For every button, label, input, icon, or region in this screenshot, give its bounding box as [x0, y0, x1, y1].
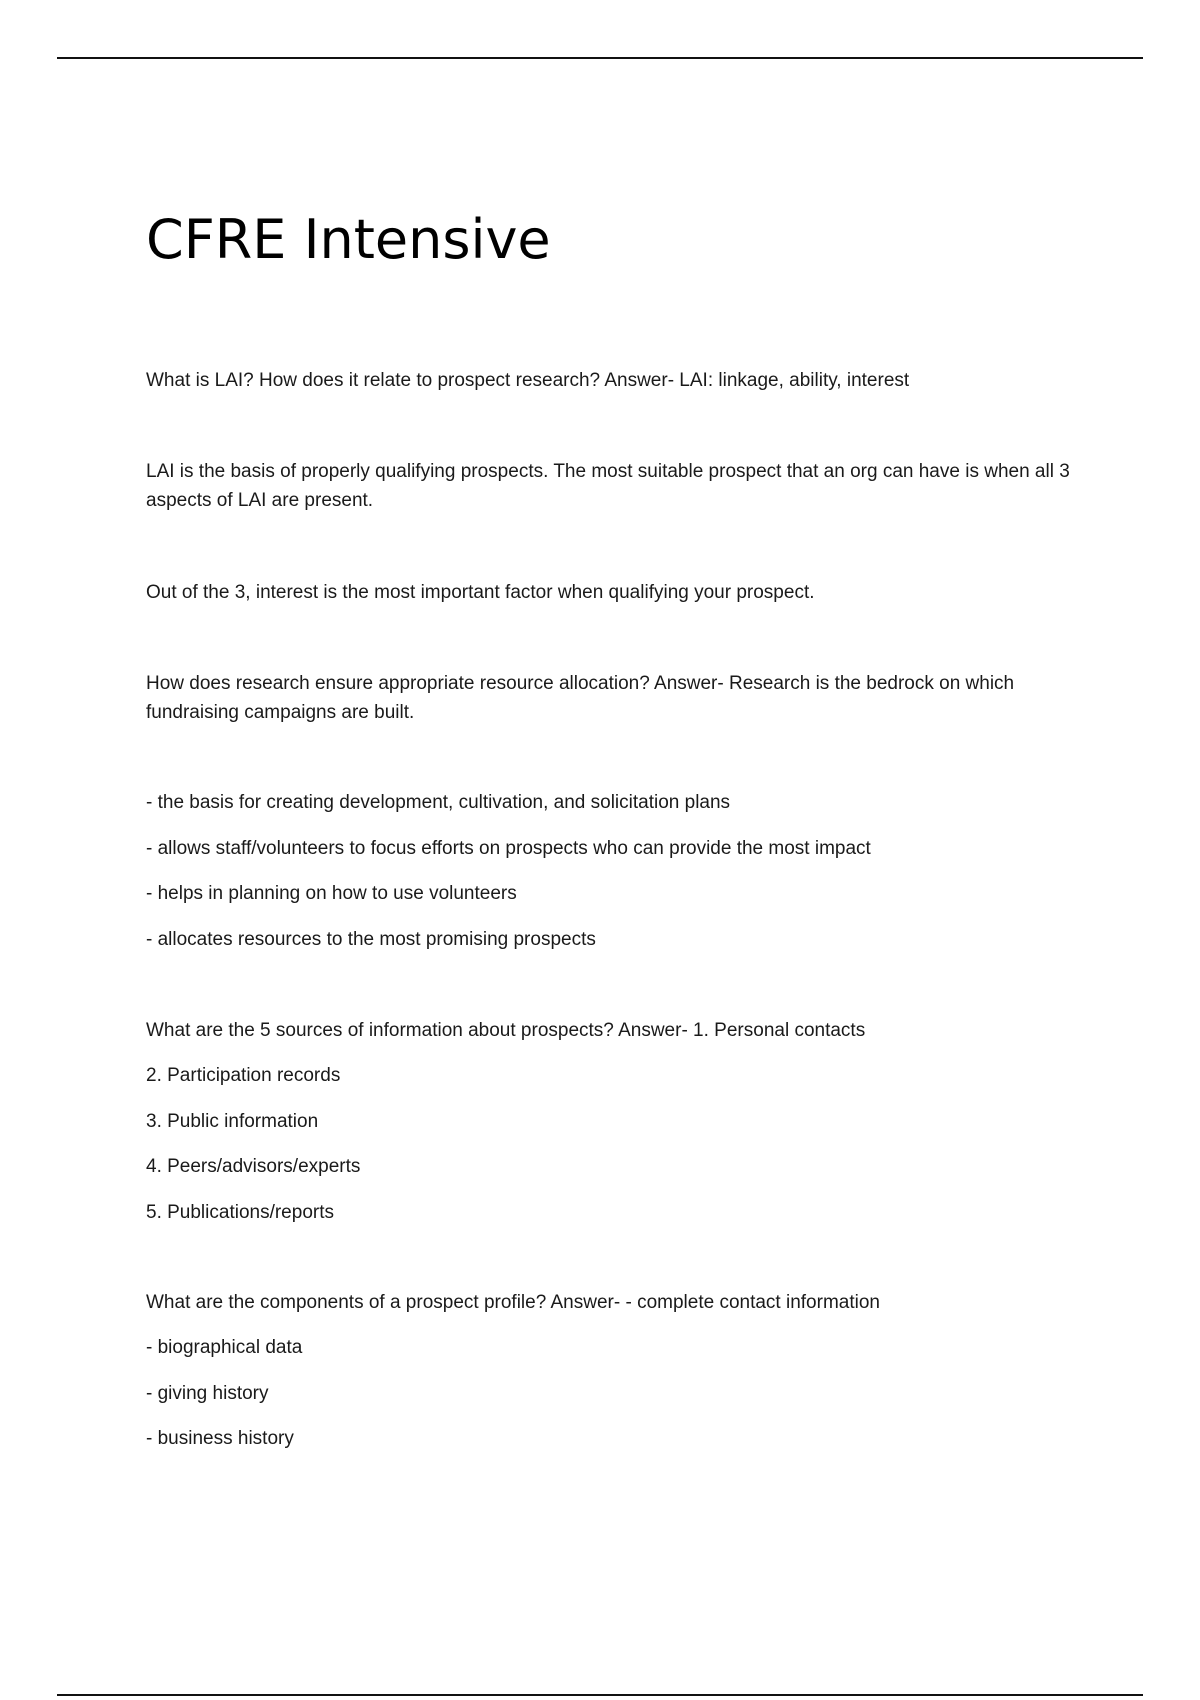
- list-item: 2. Participation records: [146, 1065, 341, 1086]
- list-item: - giving history: [146, 1383, 269, 1404]
- paragraph: What is LAI? How does it relate to prospect research? Answer- LAI: linkage, ability, interest: [146, 370, 910, 391]
- paragraph: What are the components of a prospect profile? Answer- - complete contact information: [146, 1292, 880, 1313]
- list-item: - business history: [146, 1428, 294, 1449]
- list-item: - the basis for creating development, cultivation, and solicitation plans: [146, 792, 731, 813]
- list-item: - allows staff/volunteers to focus efforts on prospects who can provide the most impact: [146, 838, 871, 859]
- list-item: 3. Public information: [146, 1111, 319, 1132]
- list-item: - biographical data: [146, 1337, 303, 1358]
- paragraph: What are the 5 sources of information about prospects? Answer- 1. Personal contacts: [146, 1020, 866, 1041]
- list-item: 5. Publications/reports: [146, 1202, 334, 1223]
- list-item: - helps in planning on how to use volunteers: [146, 883, 517, 904]
- paragraph: Out of the 3, interest is the most important factor when qualifying your prospect.: [146, 582, 815, 603]
- list-item: - allocates resources to the most promising prospects: [146, 929, 596, 950]
- top-rule: [57, 57, 1143, 59]
- list-item: 4. Peers/advisors/experts: [146, 1156, 361, 1177]
- paragraph: How does research ensure appropriate resource allocation? Answer- Research is the bedrock on which fundraising campaigns are built.: [146, 673, 1015, 723]
- paragraph: LAI is the basis of properly qualifying prospects. The most suitable prospect that an org can have is when all 3 aspects of LAI are present.: [146, 461, 1070, 511]
- bottom-rule: [57, 1694, 1143, 1696]
- document-title: CFRE Intensive: [146, 208, 551, 271]
